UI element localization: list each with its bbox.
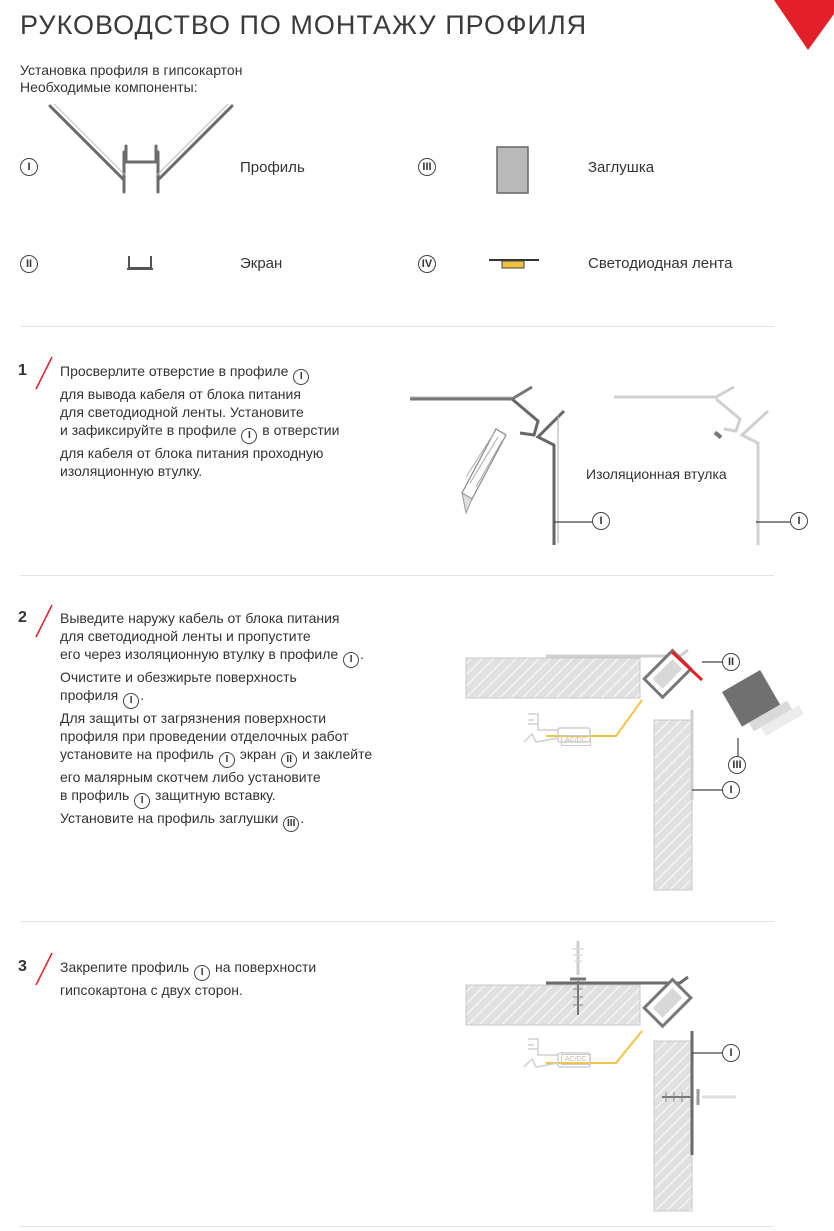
step-1-line-2: для вывода кабеля от блока питания <box>60 386 301 402</box>
text: в профиль <box>60 787 134 803</box>
step-1-line-4 <box>60 421 339 444</box>
step-2-badge-screen: II <box>722 653 740 671</box>
component-badge-3: III <box>418 158 436 176</box>
step-1-slash <box>34 356 54 390</box>
inline-badge: I <box>293 369 309 385</box>
step-1-line-5: для кабеля от блока питания проходную <box>60 445 324 461</box>
step-3-slash <box>34 952 54 986</box>
text: . <box>300 810 305 826</box>
profile-illustration <box>46 102 236 197</box>
step-2-badge-profile: I <box>722 781 740 799</box>
step-2-line-2: для светодиодной ленты и пропустите <box>60 628 311 644</box>
inline-badge: I <box>194 965 210 981</box>
step-1-text <box>60 362 339 480</box>
text: Установите на профиль заглушки <box>60 810 283 826</box>
text: установите на профиль <box>60 746 218 762</box>
step-2-adapter-label: AC/DC <box>561 735 591 746</box>
text: . <box>140 687 145 703</box>
text: и заклейте <box>298 746 373 762</box>
step-2-badge-endcap: III <box>728 756 746 774</box>
text: защитную вставку. <box>151 787 276 803</box>
text: Закрепите профиль <box>60 959 194 975</box>
divider-3 <box>20 921 774 922</box>
divider-4 <box>20 1226 774 1227</box>
text: и зафиксируйте в профиле <box>60 422 241 438</box>
text: . <box>360 646 364 662</box>
step-3-line-2: гипсокартона с двух сторон. <box>60 982 243 998</box>
inline-badge: I <box>123 693 139 709</box>
intro <box>20 62 242 96</box>
step-2-line-9: его малярным скотчем либо установите <box>60 769 321 785</box>
text: профиля <box>60 687 123 703</box>
step-1-callout-line-b <box>756 518 792 526</box>
inline-badge: I <box>343 652 359 668</box>
intro-line-2: Необходимые компоненты: <box>20 79 198 95</box>
step-2-line-1: Выведите наружу кабель от блока питания <box>60 610 340 626</box>
inline-badge: I <box>219 752 235 768</box>
drill-icon <box>462 429 506 513</box>
component-badge-2: II <box>20 255 38 273</box>
step-2-line-4: Очистите и обезжирьте поверхность <box>60 669 297 685</box>
component-badge-4: IV <box>418 255 436 273</box>
component-label-screen: Экран <box>240 255 283 272</box>
inline-badge: II <box>281 752 297 768</box>
step-2-number: 2 <box>18 609 27 626</box>
step-2-line-10 <box>60 786 372 809</box>
text: на поверхности <box>211 959 317 975</box>
inline-badge: I <box>241 428 257 444</box>
step-2-line-6: Для защиты от загрязнения поверхности <box>60 710 327 726</box>
step-3-text <box>60 958 316 999</box>
text: экран <box>235 746 281 762</box>
corner-accent <box>744 0 834 50</box>
led-strip-illustration <box>488 256 540 272</box>
text: Просверлите отверстие в профиле <box>60 363 293 379</box>
step-3-badge-profile: I <box>722 1044 740 1062</box>
step-1-callout-sleeve: Изоляционная втулка <box>586 466 727 482</box>
step-3-adapter-label: AC/DC <box>561 1054 591 1065</box>
component-label-led-strip: Светодиодная лента <box>588 255 733 272</box>
component-badge-1: I <box>20 158 38 176</box>
endcap-illustration <box>496 146 530 194</box>
step-2-line-5 <box>60 686 372 709</box>
step-1-line-6: изоляционную втулку. <box>60 463 203 479</box>
divider-2 <box>20 575 774 576</box>
text: в отверстии <box>258 422 340 438</box>
step-1-badge-b: I <box>790 512 808 530</box>
inline-badge: III <box>283 816 299 832</box>
step-1-callout-line-a <box>554 518 594 526</box>
step-2-line-3 <box>60 645 372 668</box>
step-1-number: 1 <box>18 362 27 379</box>
step-1-line-3: для светодиодной ленты. Установите <box>60 404 304 420</box>
step-1-badge-a: I <box>592 512 610 530</box>
screen-illustration <box>126 254 154 272</box>
component-label-endcap: Заглушка <box>588 159 655 176</box>
step-1-line-1 <box>60 362 339 385</box>
inline-badge: I <box>134 793 150 809</box>
step-3-illustration <box>466 935 766 1215</box>
step-2-line-7: профиля при проведении отделочных работ <box>60 728 349 744</box>
step-2-slash <box>34 604 54 638</box>
step-2-line-8 <box>60 745 372 768</box>
step-3-number: 3 <box>18 958 27 975</box>
intro-line-1: Установка профиля в гипсокартон <box>20 62 243 78</box>
step-2-illustration <box>466 640 816 890</box>
step-2-text <box>60 609 372 832</box>
component-label-profile: Профиль <box>240 159 305 176</box>
step-2-line-11 <box>60 809 372 832</box>
divider-1 <box>20 326 774 327</box>
step-3-line-1 <box>60 958 316 981</box>
text: его через изоляционную втулку в профиле <box>60 646 343 662</box>
page-title: РУКОВОДСТВО ПО МОНТАЖУ ПРОФИЛЯ <box>20 10 588 40</box>
